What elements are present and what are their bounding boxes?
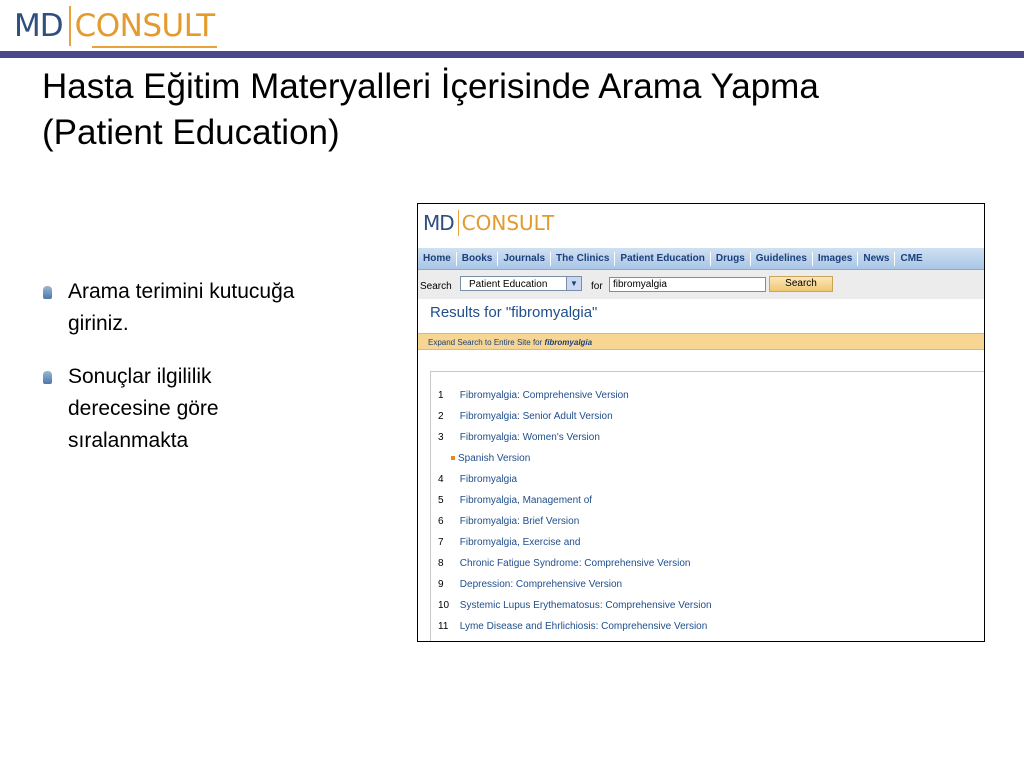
slide-logo: [14, 4, 215, 48]
slide-title-line-1: Hasta Eğitim Materyalleri İçerisinde Arama Yapma: [42, 67, 819, 106]
bullet-icon: [43, 286, 52, 299]
bullet-item: [40, 276, 370, 340]
result-number: 1: [438, 390, 444, 401]
result-link[interactable]: Lyme Disease and Ehrlichiosis: Comprehensive Version: [459, 621, 708, 632]
result-link[interactable]: Fibromyalgia: Women's Version: [459, 432, 600, 443]
logo-underline: [92, 46, 217, 48]
list-item: [438, 494, 592, 508]
bullet-list: [40, 276, 370, 478]
bullet-line: Arama terimini kutucuğa: [68, 280, 295, 303]
result-number: 3: [438, 432, 444, 443]
list-item: [438, 557, 690, 571]
nav-drugs[interactable]: Drugs: [711, 252, 751, 266]
search-label: Search: [420, 281, 452, 292]
site-logo-md: MD: [423, 211, 454, 235]
list-item: [431, 452, 530, 466]
result-link[interactable]: Fibromyalgia: [459, 474, 518, 485]
slide-title-line-2: (Patient Education): [42, 113, 340, 152]
expand-search-text: Expand Search to Entire Site for: [428, 338, 543, 347]
list-item: [438, 410, 613, 424]
list-item: [438, 515, 579, 529]
result-link[interactable]: Fibromyalgia: Comprehensive Version: [459, 390, 629, 401]
bullet-line: derecesine göre: [68, 397, 219, 420]
site-logo[interactable]: [423, 207, 554, 239]
results-list: [430, 371, 985, 642]
expand-search-term: fibromyalgia: [544, 338, 593, 347]
logo-consult-text: CONSULT: [74, 8, 215, 44]
bullet-item: [40, 361, 370, 457]
site-logo-divider: [458, 210, 459, 236]
result-number: 2: [438, 411, 444, 422]
result-link[interactable]: Systemic Lupus Erythematosus: Comprehensive Version: [459, 600, 712, 611]
result-number: 6: [438, 516, 444, 527]
nav-home[interactable]: Home: [418, 252, 457, 266]
list-item: [438, 599, 712, 613]
result-link[interactable]: Depression: Comprehensive Version: [459, 579, 623, 590]
bullet-text: [68, 361, 219, 457]
site-logo-consult: CONSULT: [461, 211, 555, 235]
expand-search-link[interactable]: [418, 333, 984, 350]
list-item: [438, 536, 580, 550]
nav-cme[interactable]: CME: [900, 252, 923, 264]
list-item: [438, 473, 517, 487]
bullet-icon: [43, 371, 52, 384]
square-bullet-icon: [451, 456, 455, 460]
search-scope-select[interactable]: [460, 276, 582, 291]
for-label: for: [591, 281, 603, 292]
search-input[interactable]: [609, 277, 766, 292]
nav-news[interactable]: News: [858, 252, 895, 266]
result-number: 7: [438, 537, 444, 548]
bullet-line: sıralanmakta: [68, 429, 189, 452]
result-number: 11: [438, 621, 449, 632]
logo-md-text: MD: [14, 8, 63, 44]
nav-patient-education[interactable]: Patient Education: [615, 252, 710, 266]
search-bar: [418, 270, 984, 299]
result-number: 4: [438, 474, 444, 485]
bullet-text: [68, 276, 294, 340]
result-sublink[interactable]: Spanish Version: [458, 453, 531, 464]
chevron-down-icon[interactable]: ▼: [566, 277, 581, 290]
main-nav: [418, 248, 984, 270]
list-item: [438, 578, 622, 592]
list-item: [438, 389, 629, 403]
nav-guidelines[interactable]: Guidelines: [751, 252, 813, 266]
results-title: Results for "fibromyalgia": [430, 304, 598, 321]
search-scope-value: Patient Education: [469, 279, 548, 290]
slide-top-bar: [0, 51, 1024, 58]
nav-the-clinics[interactable]: The Clinics: [551, 252, 615, 266]
nav-books[interactable]: Books: [457, 252, 499, 266]
list-item: [438, 620, 707, 634]
embedded-screenshot: [417, 203, 985, 642]
result-number: 10: [438, 600, 450, 611]
search-button[interactable]: Search: [769, 276, 833, 292]
slide-title: [42, 64, 982, 156]
logo-divider: [69, 6, 71, 46]
nav-journals[interactable]: Journals: [498, 252, 551, 266]
list-item: [438, 431, 600, 445]
result-link[interactable]: Chronic Fatigue Syndrome: Comprehensive Version: [459, 558, 691, 569]
result-link[interactable]: Fibromyalgia: Brief Version: [459, 516, 580, 527]
result-link[interactable]: Fibromyalgia: Senior Adult Version: [459, 411, 613, 422]
result-link[interactable]: Fibromyalgia, Management of: [459, 495, 593, 506]
nav-images[interactable]: Images: [813, 252, 858, 266]
result-number: 8: [438, 558, 444, 569]
result-number: 5: [438, 495, 444, 506]
result-number: 9: [438, 579, 444, 590]
result-link[interactable]: Fibromyalgia, Exercise and: [459, 537, 581, 548]
bullet-line: Sonuçlar ilgililik: [68, 365, 212, 388]
bullet-line: giriniz.: [68, 312, 129, 335]
